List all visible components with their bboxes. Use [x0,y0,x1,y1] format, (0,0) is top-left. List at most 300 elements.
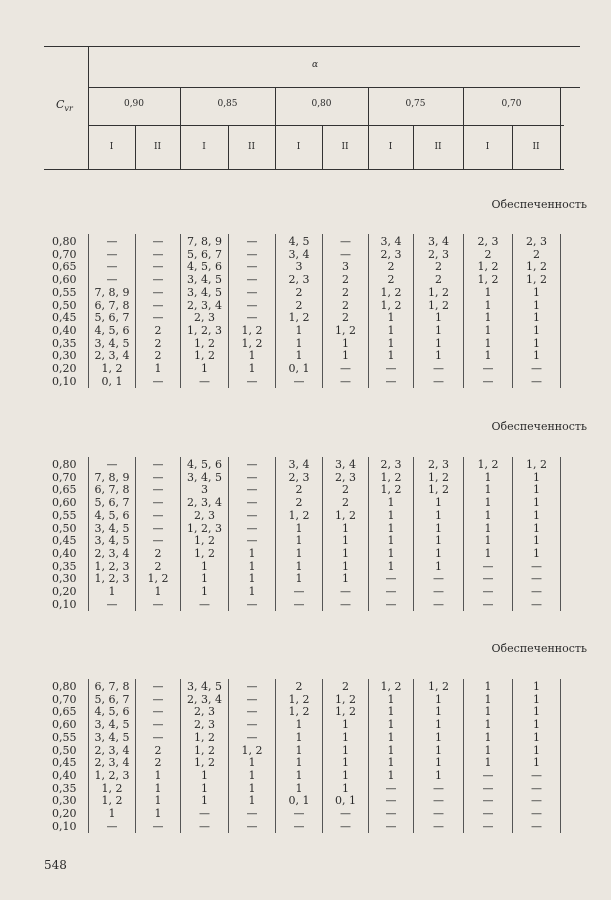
table-cell: — [340,819,351,833]
header-subcol-label: I [296,142,301,152]
table-cell: — [385,572,397,586]
section-title: Обеспеченность [491,198,587,211]
table-cell: — [106,819,118,833]
table-cell: 1 [435,692,442,706]
column-rule [560,457,561,611]
table-cell: 2 [435,273,442,287]
table-cell: 1 [342,572,349,586]
row-label: 0,30 [52,349,77,363]
table-cell: 7, 8, 9 [187,235,222,248]
table-cell: — [106,273,118,287]
table-cell: — [152,285,164,299]
table-cell: 1 [248,756,256,770]
table-cell: 1, 2 [526,260,547,274]
table-cell: — [246,680,258,693]
table-cell: 1, 2 [526,273,547,287]
table-cell: 3 [201,483,208,497]
table-cell: 3 [342,260,349,274]
row-label: 0,35 [52,559,77,573]
table-cell: — [340,374,351,388]
table-cell: 2 [154,743,162,757]
table-cell: 1 [533,336,540,350]
table-cell: — [246,298,258,312]
table-cell: 1 [435,336,442,350]
header-subcol-label: II [247,142,256,152]
table-cell: — [106,235,118,248]
table-cell: — [531,585,542,598]
table-cell: — [433,819,444,833]
table-cell: 1, 2 [288,692,310,706]
table-cell: — [246,819,258,833]
table-cell: — [482,819,494,833]
table-cell: 1, 2 [477,260,499,274]
header-subcol-label: II [153,142,162,152]
table-cell: 1 [342,743,349,757]
table-cell: 1 [342,534,349,548]
table-cell: 1 [248,768,256,782]
table-cell: 1, 2 [101,794,123,808]
row-label: 0,35 [52,336,77,350]
table-cell: 6, 7, 8 [94,483,130,497]
table-cell: — [152,705,164,719]
table-cell: 1 [484,692,492,706]
table-cell: — [152,692,164,706]
table-cell: 1, 2 [335,705,356,719]
table-cell: 1 [387,508,395,522]
table-cell: 1 [201,585,208,598]
table-cell: 1, 2 [288,508,310,522]
table-cell: — [531,572,542,586]
table-cell: 1 [484,336,492,350]
header-alpha-value: 0,80 [311,99,332,109]
table-cell: 1 [533,496,540,510]
table-cell: 1 [248,794,256,808]
table-cell: 3, 4 [288,247,310,261]
table-cell: 1 [484,483,492,497]
table-cell: 1 [248,585,256,598]
table-cell: 1 [533,349,540,363]
table-cell: — [482,585,494,598]
table-cell: 1 [387,756,395,770]
table-cell: 2 [387,260,395,274]
table-cell: 4, 5, 6 [94,705,130,719]
row-label: 0,55 [52,508,77,522]
column-rule [560,234,561,388]
table-cell: 1 [435,768,442,782]
table-cell: 1 [533,470,540,484]
table-cell: — [152,680,164,693]
table-cell: — [293,597,305,611]
table-cell: 2 [342,298,349,312]
table-cell: 1 [484,534,492,548]
table-cell: 1 [484,285,492,299]
table-cell: 1 [387,336,395,350]
table-cell: — [246,470,258,484]
table-cell: 1, 2 [288,311,310,325]
row-label: 0,20 [52,807,77,820]
table-cell: 4, 5, 6 [94,323,130,337]
table-cell: 1, 2 [335,323,356,337]
table-cell: — [246,718,258,732]
table-cell: — [385,794,397,808]
table-cell: — [433,374,444,388]
table-cell: 1 [342,768,349,782]
table-cell: 1 [248,781,256,795]
table-cell: 2 [342,285,349,299]
table-cell: — [482,807,494,820]
table-cell: — [433,585,444,598]
table-cell: 1 [484,521,492,535]
header-row-label-main: C [56,98,65,111]
table-cell: 1 [201,794,208,808]
table-cell: 1 [154,362,162,375]
row-label: 0,55 [52,730,77,744]
table-cell: 2, 3 [194,508,215,522]
table-cell: 1, 2 [194,546,215,560]
table-cell: — [246,705,258,719]
table-cell: — [152,597,164,611]
table-cell: — [152,260,164,274]
table-cell: — [293,807,305,820]
table-cell: 1 [435,349,442,363]
header-alpha-rule [88,87,580,88]
table-cell: 1 [484,496,492,510]
table-cell: 1 [387,718,395,732]
table-cell: 0, 1 [288,794,310,808]
table-cell: 2, 3 [288,470,310,484]
header-subcol-label: I [109,142,114,152]
row-label: 0,65 [52,260,77,274]
table-cell: 1, 2 [194,349,215,363]
header-top-rule [44,46,580,47]
table-cell: 2 [533,247,540,261]
table-cell: 1 [484,311,492,325]
table-cell: 3, 4, 5 [187,273,222,287]
table-cell: 4, 5 [288,235,310,248]
table-cell: 1 [387,349,395,363]
table-cell: — [246,730,258,744]
table-cell: 1 [248,349,256,363]
table-cell: 5, 6, 7 [94,496,130,510]
table-cell: — [433,362,444,375]
table-cell: — [482,572,494,586]
table-cell: 2 [342,483,349,497]
table-cell: 1 [387,743,395,757]
table-cell: — [531,597,542,611]
table-cell: 3 [295,260,303,274]
header-alpha-value: 0,85 [217,99,238,109]
table-cell: 1 [533,521,540,535]
table-cell: 2, 3 [194,705,215,719]
table-cell: 1 [295,349,303,363]
table-cell: 1 [387,730,395,744]
table-cell: 1 [533,298,540,312]
table-cell: 3, 4, 5 [187,285,222,299]
table-cell: — [531,807,542,820]
table-cell: 1 [342,336,349,350]
header-subcol-label: I [485,142,490,152]
table-cell: — [106,247,118,261]
row-label: 0,45 [52,534,77,548]
table-cell: — [385,362,397,375]
table-cell: — [385,781,397,795]
table-cell: 4, 5, 6 [187,260,222,274]
table-cell: 2 [342,273,349,287]
table-cell: — [531,559,542,573]
table-cell: 1, 2 [335,508,356,522]
table-cell: 1, 2 [380,680,402,693]
table-cell: 3, 4, 5 [94,534,130,548]
table-cell: — [152,374,164,388]
row-label: 0,50 [52,743,77,757]
table-cell: — [293,819,305,833]
table-cell: 1 [342,521,349,535]
table-cell: 1 [342,559,349,573]
table-cell: 2 [484,247,492,261]
column-rule [560,679,561,833]
table-cell: 3, 4, 5 [94,521,130,535]
table-cell: — [106,458,118,471]
table-cell: — [246,311,258,325]
table-cell: 4, 5, 6 [94,508,130,522]
table-cell: 1 [387,692,395,706]
table-cell: — [482,781,494,795]
table-cell: 2, 3 [194,718,215,732]
table-cell: — [199,597,210,611]
row-label: 0,10 [52,819,77,833]
row-label: 0,80 [52,235,77,248]
table-cell: — [246,260,258,274]
header-alpha-value: 0,90 [123,99,145,109]
table-cell: 1 [387,323,395,337]
table-cell: 1, 2 [380,298,402,312]
table-cell: — [152,496,164,510]
table-cell: 1 [484,718,492,732]
table-cell: 1 [295,546,303,560]
table-cell: 1, 2, 3 [94,768,130,782]
table-cell: — [531,781,542,795]
table-cell: 3, 4 [288,458,310,471]
table-cell: 2, 3 [380,247,402,261]
table-cell: 1, 2, 3 [94,572,130,586]
table-cell: 1 [435,496,442,510]
table-cell: 1 [533,692,540,706]
header-alpha-label: α [311,60,319,70]
table-cell: 1 [342,756,349,770]
table-cell: — [152,521,164,535]
table-cell: 1 [387,534,395,548]
table-cell: — [152,718,164,732]
table-cell: 2, 3, 4 [94,349,130,363]
table-cell: 1, 2, 3 [94,559,130,573]
table-cell: — [385,585,397,598]
table-cell: 1, 2 [241,323,263,337]
table-cell: — [152,458,164,471]
table-cell: — [246,483,258,497]
table-cell: 1, 2 [526,458,547,471]
table-cell: 1 [154,781,162,795]
table-cell: 1 [295,521,303,535]
table-cell: 1 [108,585,116,598]
row-label: 0,40 [52,546,77,560]
table-cell: 1, 2 [428,470,449,484]
table-cell: 1 [533,718,540,732]
table-cell: 1 [484,323,492,337]
row-label: 0,70 [52,692,77,706]
table-cell: 1 [387,546,395,560]
table-cell: 1 [295,756,303,770]
table-cell: 1 [435,730,442,744]
table-cell: 2, 3 [194,311,215,325]
table-cell: 1 [533,311,540,325]
table-cell: 1 [533,756,540,770]
table-cell: 3, 4 [428,235,449,248]
header-row-label [56,98,73,113]
table-cell: 2 [154,756,162,770]
table-cell: 1 [484,298,492,312]
table-cell: — [385,597,397,611]
header-subcol-label: I [202,142,206,152]
table-cell: — [482,597,494,611]
table-cell: 5, 6, 7 [94,692,130,706]
table-cell: 3, 4, 5 [94,718,130,732]
header-alpha-value: 0,70 [501,99,522,109]
table-cell: — [293,374,305,388]
table-cell: — [246,273,258,287]
table-cell: 2 [295,285,303,299]
row-label: 0,65 [52,705,77,719]
table-cell: 1 [248,572,256,586]
table-cell: — [152,534,164,548]
table-cell: 1 [295,743,303,757]
table-cell: — [482,768,494,782]
table-cell: 1, 2 [101,781,123,795]
table-cell: — [246,285,258,299]
table-cell: 3, 4, 5 [94,336,130,350]
table-cell: — [340,585,351,598]
table-cell: 1 [533,743,540,757]
table-cell: 2, 3 [335,470,356,484]
table-cell: 1, 2 [335,692,356,706]
row-label: 0,30 [52,794,77,808]
table-cell: 1 [295,768,303,782]
table-cell: 1 [435,311,442,325]
table-cell: — [340,597,351,611]
table-cell: — [246,534,258,548]
header-group-vrule [560,87,561,169]
row-label: 0,30 [52,572,77,586]
table-cell: 1, 2 [380,285,402,299]
table-cell: 2, 3, 4 [94,743,130,757]
table-cell: 2 [154,323,162,337]
table-cell: 1 [435,534,442,548]
table-cell: 1 [201,768,208,782]
row-label: 0,40 [52,768,77,782]
table-cell: 3, 4, 5 [94,730,130,744]
table-cell: 2, 3 [380,458,402,471]
table-cell: 1 [295,534,303,548]
table-cell: — [433,807,444,820]
table-cell: 1 [533,534,540,548]
table-cell: 2, 3, 4 [187,298,222,312]
table-cell: 3, 4 [380,235,402,248]
header-subcol-label: II [532,142,540,152]
table-cell: — [246,807,258,820]
table-cell: 1 [342,781,349,795]
table-cell: 1, 2 [194,730,215,744]
table-cell: 1 [154,794,162,808]
table-cell: — [385,374,397,388]
table-cell: — [482,362,494,375]
table-cell: — [531,768,542,782]
table-cell: — [293,585,305,598]
row-label: 0,35 [52,781,77,795]
table-cell: 1 [295,718,303,732]
table-cell: 1 [435,743,442,757]
table-cell: — [246,508,258,522]
table-cell: 1, 2 [194,743,215,757]
table-cell: — [433,794,444,808]
table-cell: — [340,807,351,820]
table-cell: 1, 2 [101,362,123,375]
table-cell: 1 [435,756,442,770]
table-cell: — [152,819,164,833]
table-cell: 1 [387,311,395,325]
table-cell: 1 [533,323,540,337]
section-title: Обеспеченность [491,642,587,655]
table-cell: 7, 8, 9 [94,285,130,299]
table-cell: — [199,374,210,388]
table-cell: — [340,362,351,375]
table-cell: — [531,362,542,375]
table-cell: 1 [435,521,442,535]
table-cell: — [433,597,444,611]
table-cell: 1 [154,807,162,820]
table-cell: 1 [342,349,349,363]
table-cell: 1 [435,705,442,719]
header-subcol-label: I [388,142,393,152]
table-cell: 1 [201,559,208,573]
table-cell: 2 [154,559,162,573]
table-cell: 1 [201,362,208,375]
table-cell: — [199,807,210,820]
table-cell: 1 [295,323,303,337]
table-cell: 2, 3 [428,247,449,261]
table-cell: 1, 2 [194,534,215,548]
row-label: 0,50 [52,521,77,535]
table-cell: — [152,730,164,744]
table-cell: 1, 2, 3 [187,323,222,337]
table-cell: 2, 3, 4 [94,546,130,560]
table-cell: — [199,819,210,833]
table-cell: 2 [154,546,162,560]
table-cell: 1, 2 [241,336,263,350]
table-cell: 2 [342,680,349,693]
row-label: 0,40 [52,323,77,337]
row-label: 0,60 [52,718,77,732]
table-cell: 0, 1 [101,374,123,388]
header-bottom-rule [44,169,564,170]
table-cell: 2 [295,496,303,510]
table-cell: 1, 2 [147,572,169,586]
table-cell: 1, 2 [194,336,215,350]
table-cell: 2, 3 [288,273,310,287]
table-cell: — [531,374,542,388]
table-cell: 4, 5, 6 [187,458,222,471]
table-cell: 7, 8, 9 [94,470,130,484]
table-cell: — [152,273,164,287]
table-cell: — [433,572,444,586]
